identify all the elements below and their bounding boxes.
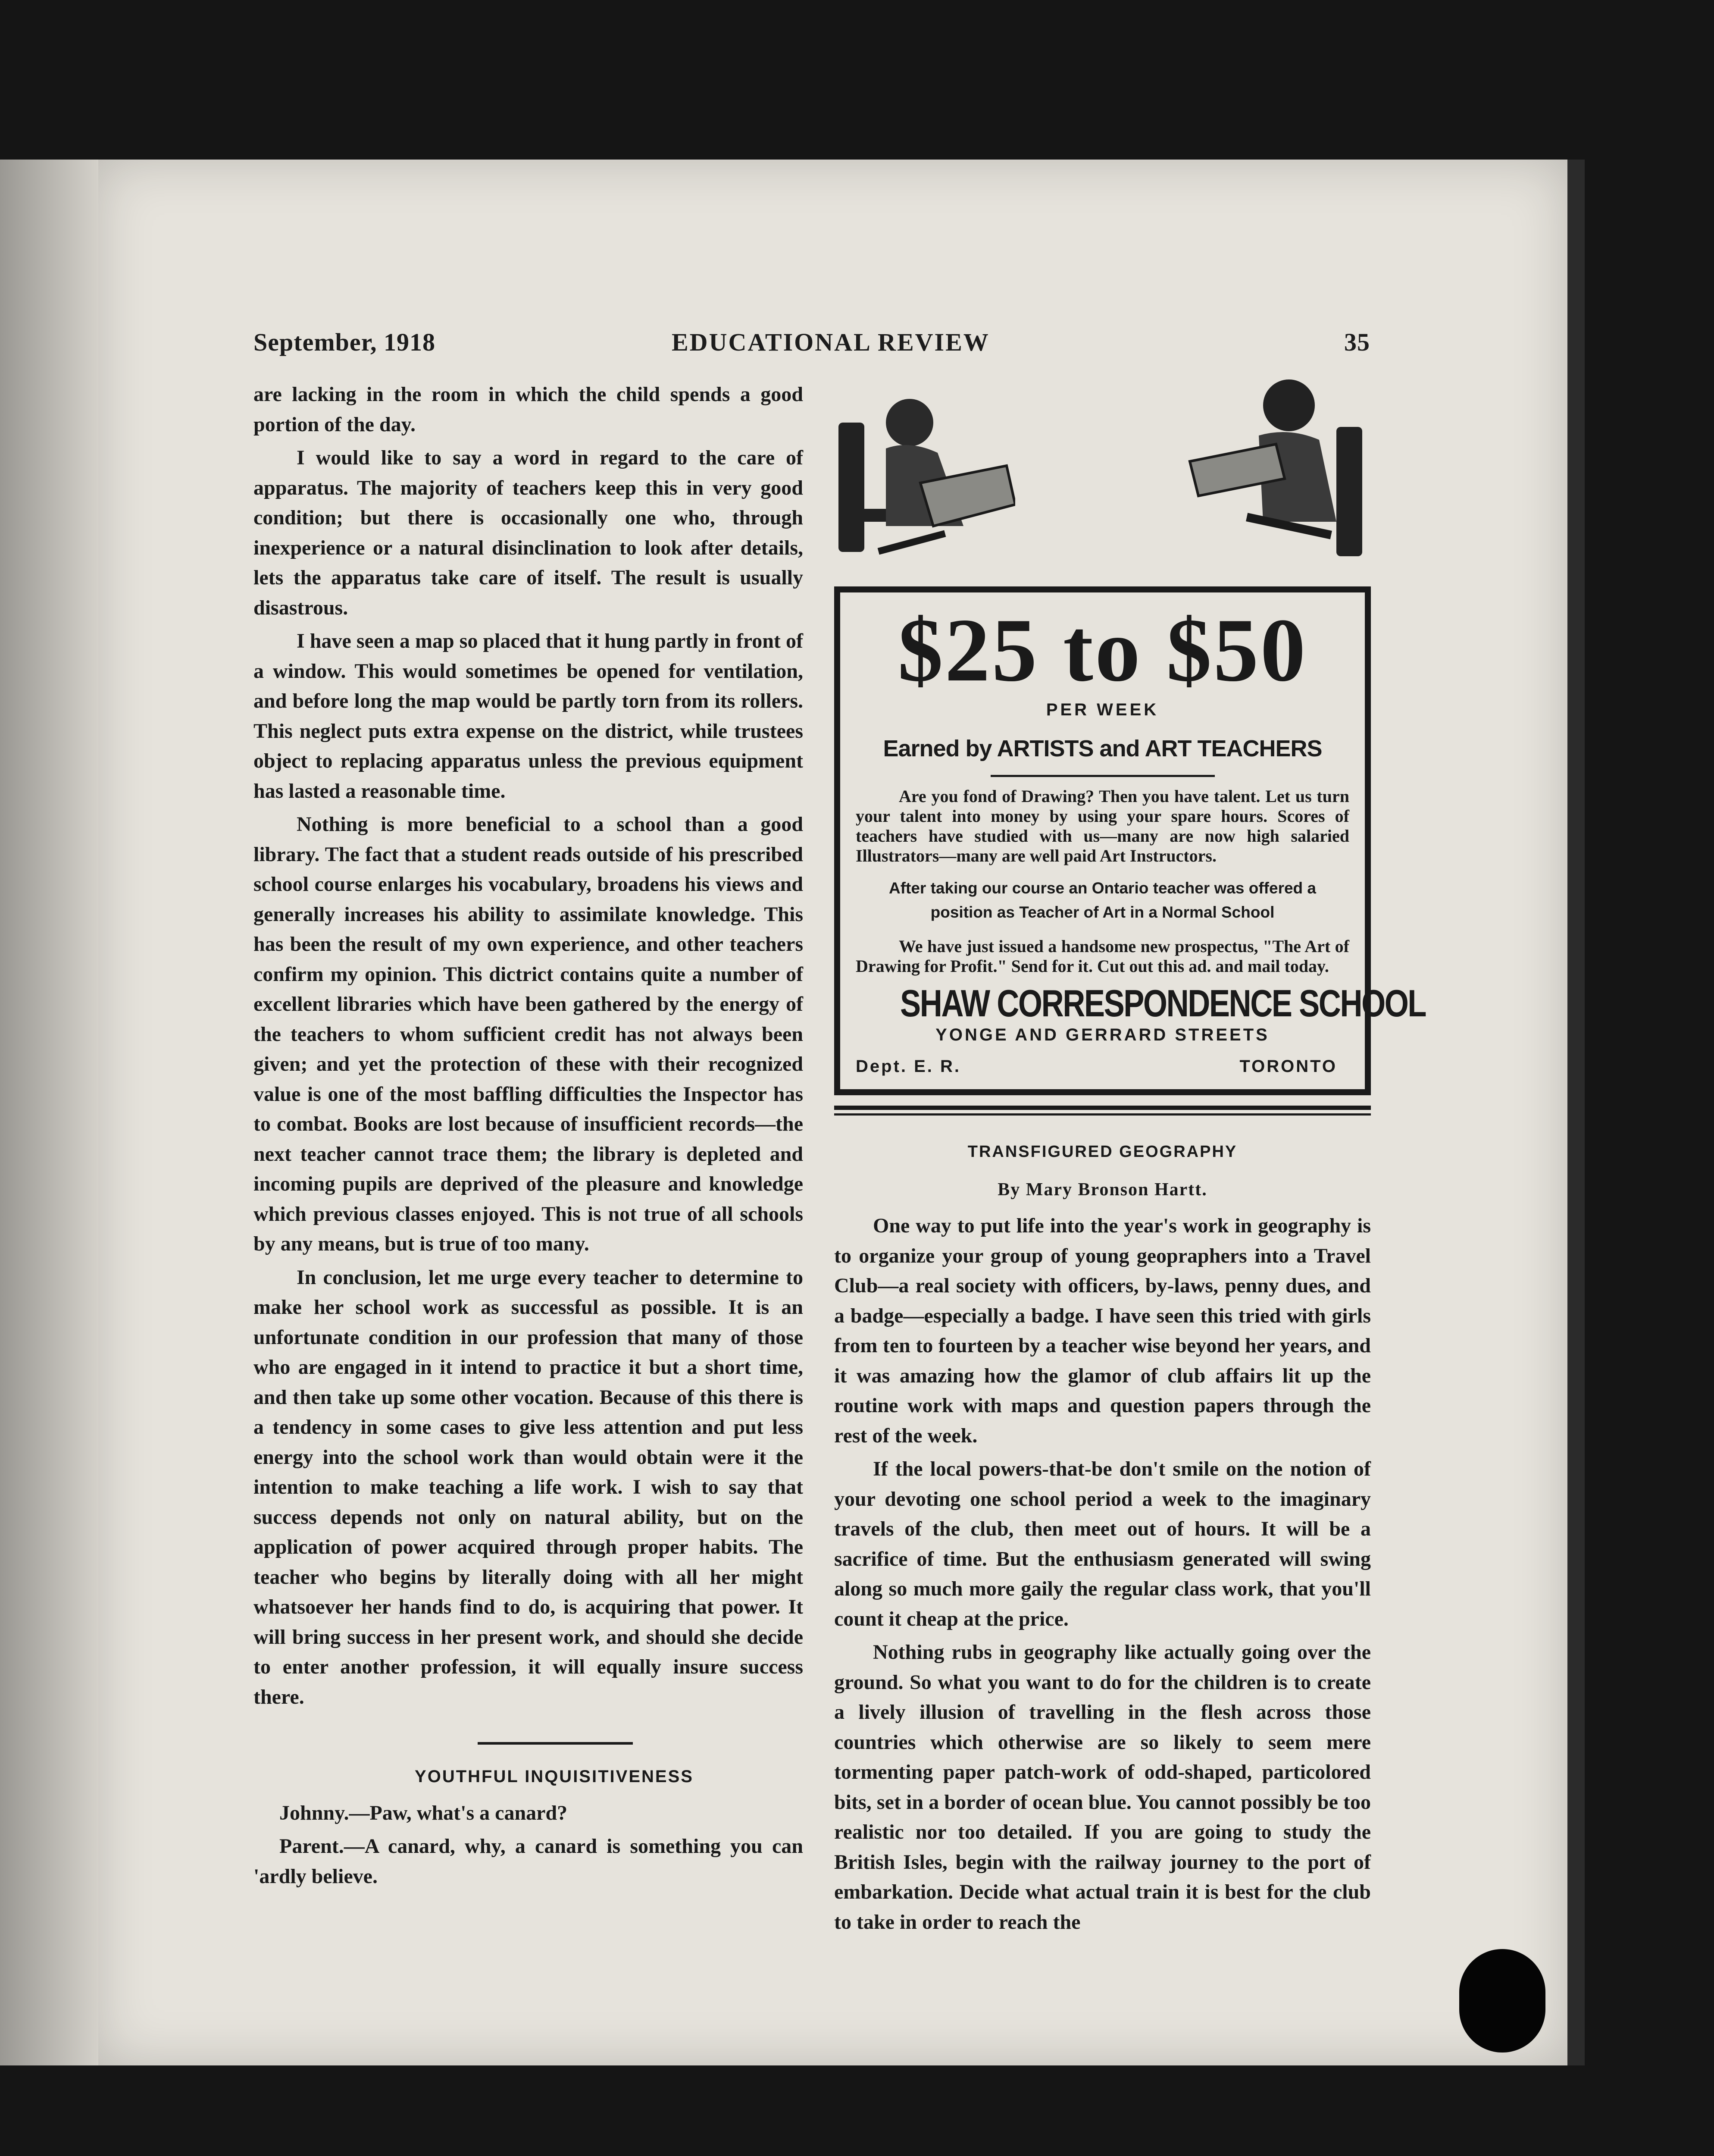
ad-school-name: SHAW CORRESPONDENCE SCHOOL — [900, 982, 1426, 1025]
running-head — [253, 328, 1370, 362]
page-edge — [1567, 160, 1585, 2065]
right-column — [834, 379, 1426, 1937]
ad-divider — [991, 775, 1215, 777]
paragraph: Nothing is more beneficial to a school than a good library. The fact that a student reads outside of his prescribed school course enlarges his vocabulary, broadens his views and generally increases his ability to assimilate knowledge. This has been the result of my own experience, and other teachers confirm my opinion. This dictrict contains quite a number of excellent libraries which have been gathered by the energy of the teachers to whom sufficient credit has not always been given; and yet the protection of these with their recognized value is one of the most baffling difficulties the Inspector has to combat. Books are lost because of insufficient records—the next teacher cannot trace them; the library is depleted and incoming pupils are deprived of the pleasure and knowledge which previous classes enjoyed. This is not true of all schools by any means, but is true of too many. — [253, 813, 803, 1255]
paragraph: One way to put life into the year's work in geography is to organize your group of young geopraphers into a Travel Club—a real society with officers, by-laws, penny dues, and a badge—especially a badge. I have seen this tried with girls from ten to fourteen by a teacher wise beyond her years, and it was amazing how the glamor of club affairs lit up the routine work with maps and question papers through the rest of the week. — [834, 1214, 1371, 1447]
ad-address: YONGE AND GERRARD STREETS — [935, 1025, 1270, 1044]
ad-testimonial: After taking our course an Ontario teacher was offered a position as Teacher of Art in a Normal School — [888, 879, 1317, 921]
section-divider — [478, 1742, 633, 1745]
scan-thumb-shadow — [1459, 1949, 1545, 2053]
book-gutter — [0, 160, 98, 2065]
article-body — [834, 1211, 1371, 1937]
ad-illustration — [834, 379, 1371, 586]
left-column — [253, 379, 803, 1891]
boy-drawing-illustration — [834, 397, 1015, 569]
paragraph: I have seen a map so placed that it hung partly in front of a window. This would sometimes be opened for ventilation, and before long the map would be partly torn from its rollers. This neglect puts extra expense on the district, while trustees object to replacing apparatus unless the previous equipment has lasted a reasonable time. — [253, 630, 803, 802]
issue-date: September, 1918 — [253, 328, 436, 356]
ad-body-text: Are you fond of Drawing? Then you have talent. Let us turn your talent into money by using your spare hours. Scores of teachers have studied with us—many are now high salaried Illustrators—many are well paid Art Instructors. — [856, 787, 1349, 865]
shaw-school-advertisement — [834, 586, 1426, 1095]
article-title: TRANSFIGURED GEOGRAPHY — [967, 1143, 1238, 1161]
paragraph: are lacking in the room in which the child spends a good portion of the day. — [253, 383, 803, 436]
article-byline: By Mary Bronson Hartt. — [998, 1179, 1207, 1200]
paragraph: In conclusion, let me urge every teacher to determine to make her school work as successful as possible. It is an unfortunate condition in our profession that many of those who are engaged in it intend to practice it but a short time, and then take up some other vocation. Because of this there is a tendency in some cases to give less attention and put less energy into the school work than would obtain were it the intention to make teaching a life work. I wish to say that success depends not only on natural ability, but on the application of power acquired through proper habits. The teacher who begins by literally doing with all her might whatsoever her hands find to do, is acquiring that power. It will bring success in her present work, and should she decide to enter another profession, it will equally insure success there. — [253, 1266, 803, 1708]
double-divider — [834, 1106, 1371, 1116]
dialog-line: Johnny.—Paw, what's a canard? — [279, 1801, 568, 1824]
ad-price: $25 to $50 — [898, 600, 1307, 700]
ad-per-week: PER WEEK — [1046, 700, 1159, 719]
girl-drawing-illustration — [1181, 379, 1371, 569]
ad-city: TORONTO — [1239, 1057, 1337, 1076]
journal-title: EDUCATIONAL REVIEW — [672, 328, 990, 356]
subheading: YOUTHFUL INQUISITIVENESS — [415, 1767, 694, 1786]
paragraph: I would like to say a word in regard to the care of apparatus. The majority of teachers keep this in very good condition; but there is occasionally one who, through inexperience or a natural disinclination to look after details, lets the apparatus take care of itself. The result is usually disastrous. — [253, 446, 803, 619]
ad-earned-by: Earned by ARTISTS and ART TEACHERS — [883, 735, 1322, 761]
ad-footer — [856, 1052, 1349, 1082]
ad-dept: Dept. E. R. — [856, 1057, 961, 1076]
ad-body-text: We have just issued a handsome new prospectus, "The Art of Drawing for Profit." Send for it. Cut out this ad. and mail today. — [856, 937, 1349, 976]
page-number: 35 — [1344, 328, 1370, 356]
paragraph: If the local powers-that-be don't smile on the notion of your devoting one school period a week to the imaginary travels of the club, then meet out of hours. It will be a sacrifice of time. But the enthusiasm generated will swing along so much more gaily the regular class work, that you'll count it cheap at the price. — [834, 1457, 1371, 1630]
paragraph: Nothing rubs in geography like actually going over the ground. So what you want to do for the children is to create a lively illusion of travelling in the flesh across those countries which otherwise are so likely to seem mere tormenting paper patch-work of odd-shaped, particolored bits, set in a border of ocean blue. You cannot possibly be too realistic nor too detailed. If you are going to study the British Isles, begin with the railway journey to the port of embarkation. Decide what actual train it is best for the club to take in order to reach the — [834, 1641, 1371, 1934]
dialog-line: Parent.—A canard, why, a canard is something you can 'ardly believe. — [253, 1835, 803, 1888]
